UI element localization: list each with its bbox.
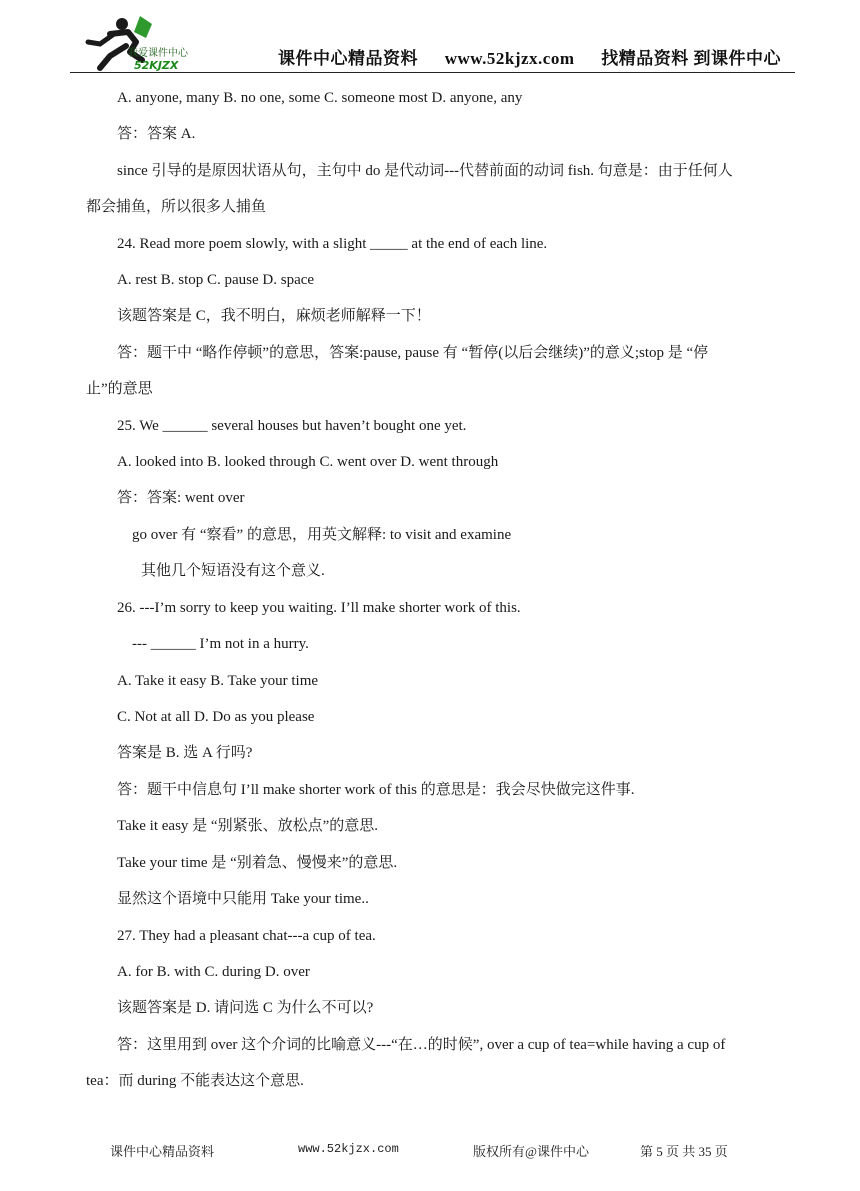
text-line: since 引导的是原因状语从句，主句中 do 是代动词---代替前面的动词 fish. 句意是：由于任何人: [117, 163, 733, 179]
text-line: 都会捕鱼，所以很多人捕鱼: [86, 199, 267, 215]
text-line: 答：这里用到 over 这个介词的比喻意义---“在…的时候”, over a cup of tea=while having a cup of: [117, 1037, 726, 1053]
text-line: 24. Read more poem slowly, with a slight _____ at the end of each line.: [117, 236, 548, 252]
text-line: Take your time 是 “别着急、慢慢来”的意思.: [117, 855, 398, 871]
footer-brand: 课件中心精品资料: [110, 1144, 215, 1159]
text-line: C. Not at all D. Do as you please: [117, 709, 315, 725]
running-man-logo: [70, 12, 210, 74]
text-line: 显然这个语境中只能用 Take your time..: [117, 891, 369, 907]
text-line: A. looked into B. looked through C. went over D. went through: [117, 454, 499, 470]
text-line: A. rest B. stop C. pause D. space: [117, 272, 315, 288]
page-header: [0, 0, 860, 80]
text-line: 该题答案是 C，我不明白，麻烦老师解释一下！: [117, 308, 431, 324]
text-line: 答：题干中 “略作停顿”的意思，答案:pause, pause 有 “暂停(以后会继续)”的意义;stop 是 “停: [117, 345, 709, 361]
text-line: A. Take it easy B. Take your time: [117, 673, 319, 689]
footer-copyright: 版权所有@课件中心: [473, 1144, 589, 1159]
text-line: 26. ---I’m sorry to keep you waiting. I’ll make shorter work of this.: [117, 600, 521, 616]
page-footer: [0, 1141, 860, 1161]
text-line: 25. We ______ several houses but haven’t bought one yet.: [117, 418, 467, 434]
text-line: 27. They had a pleasant chat---a cup of tea.: [117, 928, 376, 944]
header-segment-3: 找精品资料 到课件中心: [601, 49, 782, 68]
text-line: 该题答案是 D. 请问选 C 为什么不可以?: [117, 1000, 374, 1016]
text-line: 答：答案: went over: [117, 490, 245, 506]
footer-page-number: 第 5 页 共 35 页: [640, 1144, 728, 1159]
text-line: 其他几个短语没有这个意义.: [141, 563, 325, 579]
text-line: A. for B. with C. during D. over: [117, 964, 310, 980]
header-url: www.52kjzx.com: [444, 49, 575, 68]
text-line: 答：题干中信息句 I’ll make shorter work of this 的意思是：我会尽快做完这件事.: [117, 782, 635, 798]
header-divider: [70, 72, 795, 73]
text-line: tea：而 during 不能表达这个意思.: [86, 1073, 304, 1089]
header-title: [278, 44, 781, 69]
text-line: Take it easy 是 “别紧张、放松点”的意思.: [117, 818, 378, 834]
logo-cn-text: 我爱课件中心: [128, 48, 188, 59]
text-line: 答案是 B. 选 A 行吗?: [117, 745, 253, 761]
footer-url: www.52kjzx.com: [298, 1142, 399, 1156]
logo-en-text: 52KJZX: [134, 59, 179, 72]
text-line: 止”的意思: [86, 381, 153, 397]
text-line: --- ______ I’m not in a hurry.: [132, 636, 309, 652]
text-line: go over 有 “察看” 的意思，用英文解释: to visit and examine: [132, 527, 512, 543]
text-line: A. anyone, many B. no one, some C. someone most D. anyone, any: [117, 90, 523, 106]
header-segment-1: 课件中心精品资料: [278, 49, 418, 68]
text-line: 答：答案 A.: [117, 126, 196, 142]
